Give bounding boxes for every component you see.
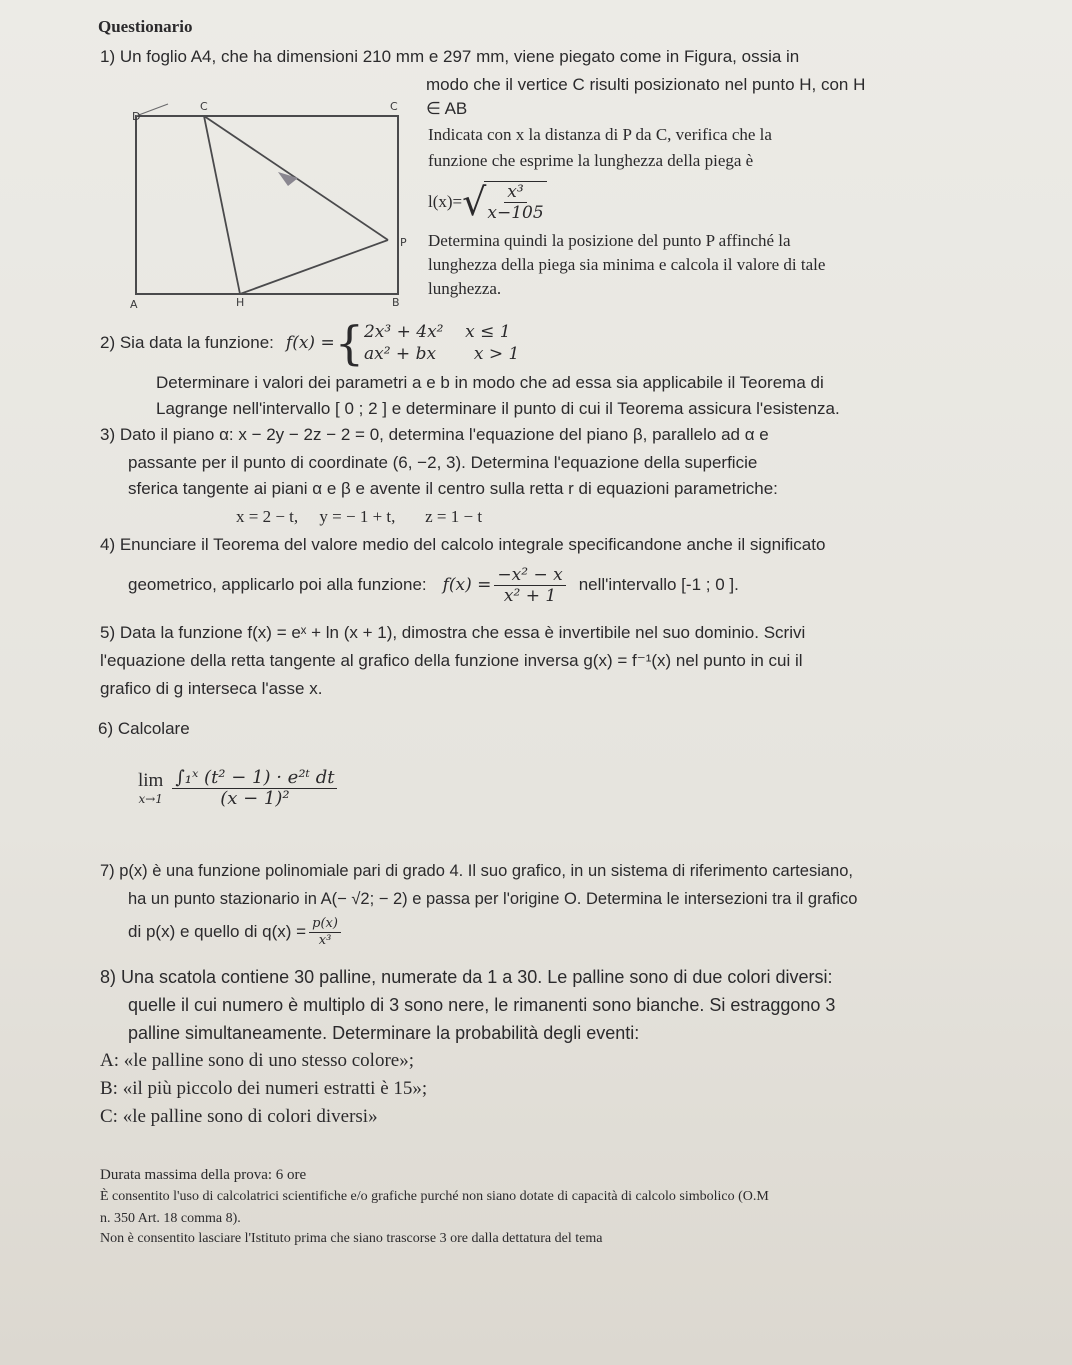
q3-line-3: sferica tangente ai piani α e β e avente il centro sulla retta r di equazioni parametriche: <box>128 479 778 498</box>
q1-line-3: ∈ AB <box>426 99 468 118</box>
q7-line-1: 7) p(x) è una funzione polinomiale pari di grado 4. Il suo grafico, in un sistema di riferimento cartesiano, <box>100 862 853 880</box>
q6-line-1: 6) Calcolare <box>98 719 190 738</box>
q8-event-a: A: «le palline sono di uno stesso colore»; <box>100 1050 414 1071</box>
q1-formula-num: x³ <box>504 182 526 203</box>
q2-line-3: Lagrange nell'intervallo [ 0 ; 2 ] e determinare il punto di cui il Teorema assicura l'esistenza. <box>156 399 840 418</box>
q2-intro: 2) Sia data la funzione: <box>100 333 274 352</box>
q2-fx: f(x) = <box>285 333 335 353</box>
q4-frac-den: x² + 1 <box>503 585 557 606</box>
fold-arrow-icon <box>278 172 298 186</box>
q1-line-7: lunghezza della piega sia minima e calcola il valore di tale <box>428 255 826 274</box>
q4-line-2a: geometrico, applicarlo poi alla funzione: <box>128 575 427 594</box>
footer-leave-rule: Non è consentito lasciare l'Istituto prima che siano trascorse 3 ore dalla dettatura del tema <box>100 1231 603 1246</box>
q1-formula-lhs: l(x)= <box>428 192 463 211</box>
q3-line-4: x = 2 − t, y = − 1 + t, z = 1 − t <box>236 507 483 526</box>
q7-line-2: ha un punto stazionario in A(− √2; − 2) e passa per l'origine O. Determina le intersezioni tra il grafico <box>128 890 858 908</box>
q1-formula: l(x)= √ $\frac{\text{x³}}{x-105}$ <box>428 178 550 226</box>
q2-line-2: Determinare i valori dei parametri a e b in modo che ad essa sia applicabile il Teorema di <box>156 373 824 392</box>
footer-duration: Durata massima della prova: 6 ore <box>100 1167 307 1183</box>
q6-limit <box>138 756 340 820</box>
label-a: A <box>130 298 138 310</box>
label-c-top: C <box>200 100 208 113</box>
q4-line-2b: nell'intervallo [-1 ; 0 ]. <box>578 575 739 594</box>
label-h: H <box>236 296 245 309</box>
q6-frac-den: (x − 1)² <box>220 787 290 809</box>
q3-line-1: 3) Dato il piano α: x − 2y − 2z − 2 = 0, determina l'equazione del piano β, parallelo ad α e <box>100 425 769 444</box>
q8-line-3: palline simultaneamente. Determinare la probabilità degli eventi: <box>128 1023 640 1043</box>
q2-case-2: ax² + bx x > 1 <box>363 344 520 364</box>
q8-line-1: 8) Una scatola contiene 30 palline, numerate da 1 a 30. Le palline sono di due colori diversi: <box>100 967 833 987</box>
q8-event-c: C: «le palline sono di colori diversi» <box>100 1106 378 1127</box>
q4-line-2 <box>128 560 739 610</box>
q7-frac-num: p(x) <box>309 916 341 933</box>
label-c-right: C <box>390 100 398 113</box>
q6-lim: lim <box>138 770 164 791</box>
q7-line-3 <box>128 912 344 952</box>
q1-line-4: Indicata con x la distanza di P da C, verifica che la <box>428 125 772 144</box>
q8-line-2: quelle il cui numero è multiplo di 3 sono nere, le rimanenti sono bianche. Si estraggono 3 <box>128 995 836 1015</box>
label-d: D <box>132 110 141 123</box>
q4-fx: f(x) = <box>442 575 492 595</box>
folded-sheet-figure <box>128 100 418 310</box>
q1-line-2: modo che il vertice C risulti posizionato nel punto H, con H <box>426 75 866 94</box>
q1-formula-den: x−105 <box>487 203 544 223</box>
q2-case-1: 2x³ + 4x² x ≤ 1 <box>363 322 511 342</box>
q1-line-1: 1) Un foglio A4, che ha dimensioni 210 mm e 297 mm, viene piegato come in Figura, ossia in <box>100 47 800 66</box>
q8-event-b: B: «il più piccolo dei numeri estratti è 15»; <box>100 1078 428 1099</box>
q2-function: 2) Sia data la funzione: f(x) = { 2x³ + 4x² x ≤ 1 ax² + bx x > 1 <box>100 316 520 370</box>
q5-line-1: 5) Data la funzione f(x) = eˣ + ln (x + 1), dimostra che essa è invertibile nel suo dominio. Scrivi <box>100 623 806 642</box>
q1-line-5: funzione che esprime la lunghezza della piega è <box>428 151 754 170</box>
page-title: Questionario <box>98 17 193 36</box>
label-b: B <box>392 296 400 309</box>
q5-line-2: l'equazione della retta tangente al grafico della funzione inversa g(x) = f⁻¹(x) nel punto in cui il <box>100 651 803 670</box>
q1-line-6: Determina quindi la posizione del punto P affinché la <box>428 231 791 250</box>
q6-frac-num: ∫₁ˣ (t² − 1) · e²ᵗ dt <box>172 768 337 789</box>
q4-frac-num: −x² − x <box>494 565 565 586</box>
q6-lim-sub: x→1 <box>138 792 163 806</box>
footer-reference: n. 350 Art. 18 comma 8). <box>100 1211 241 1226</box>
q1-line-8: lunghezza. <box>428 279 502 298</box>
q4-line-1: 4) Enunciare il Teorema del valore medio del calcolo integrale specificandone anche il significato <box>100 535 826 554</box>
q3-line-2: passante per il punto di coordinate (6, −2, 3). Determina l'equazione della superficie <box>128 453 758 472</box>
footer-calculators: È consentito l'uso di calcolatrici scientifiche e/o grafiche purché non siano dotate di capacità di calcolo simbolico (O.M <box>100 1189 769 1204</box>
label-p: P <box>400 236 407 249</box>
q7-frac-den: x³ <box>318 932 332 948</box>
q5-line-3: grafico di g interseca l'asse x. <box>100 679 323 698</box>
q7-line-3a: di p(x) e quello di q(x) = <box>128 922 307 941</box>
